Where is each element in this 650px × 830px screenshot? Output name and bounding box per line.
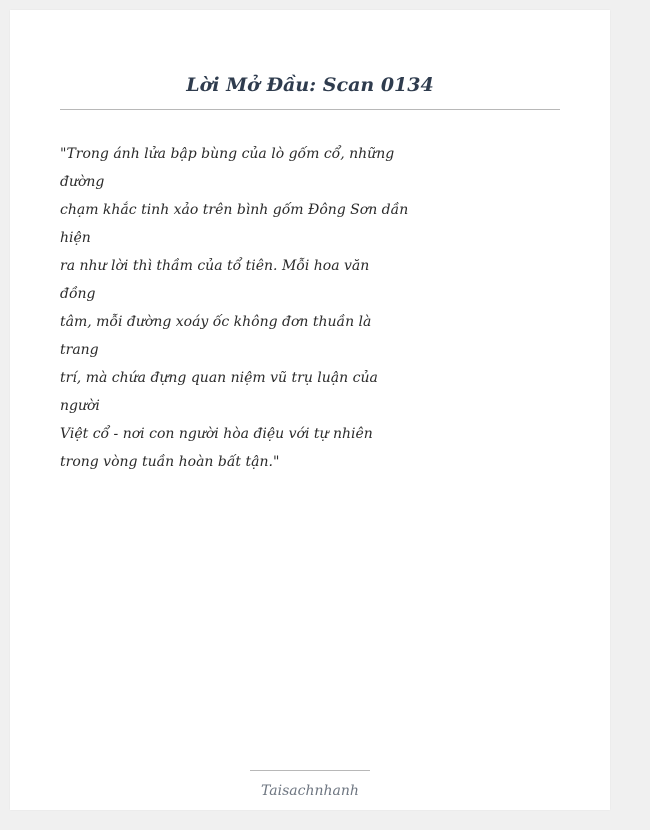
footer-divider <box>250 770 370 771</box>
text-line: đường <box>60 174 105 190</box>
footer-text: Taisachnhanh <box>261 783 359 799</box>
text-line: Việt cổ - nơi con người hòa điệu với tự nhiên <box>60 426 373 442</box>
document-page <box>10 10 610 810</box>
text-line: trí, mà chứa đựng quan niệm vũ trụ luận của <box>60 370 378 386</box>
title-divider <box>60 109 560 110</box>
page-title: Lời Mở Đầu: Scan 0134 <box>186 74 434 96</box>
text-line: tâm, mỗi đường xoáy ốc không đơn thuần là <box>60 314 372 330</box>
text-line: đồng <box>60 286 96 302</box>
text-line: trang <box>60 342 99 358</box>
text-line: hiện <box>60 230 91 246</box>
text-line: ra như lời thì thầm của tổ tiên. Mỗi hoa văn <box>60 258 370 274</box>
text-line: "Trong ánh lửa bập bùng của lò gốm cổ, những <box>60 146 395 162</box>
text-line: trong vòng tuần hoàn bất tận." <box>60 454 280 470</box>
body-paragraph <box>60 140 409 476</box>
text-line: người <box>60 398 100 414</box>
text-line: chạm khắc tinh xảo trên bình gốm Đông Sơn dần <box>60 202 409 218</box>
